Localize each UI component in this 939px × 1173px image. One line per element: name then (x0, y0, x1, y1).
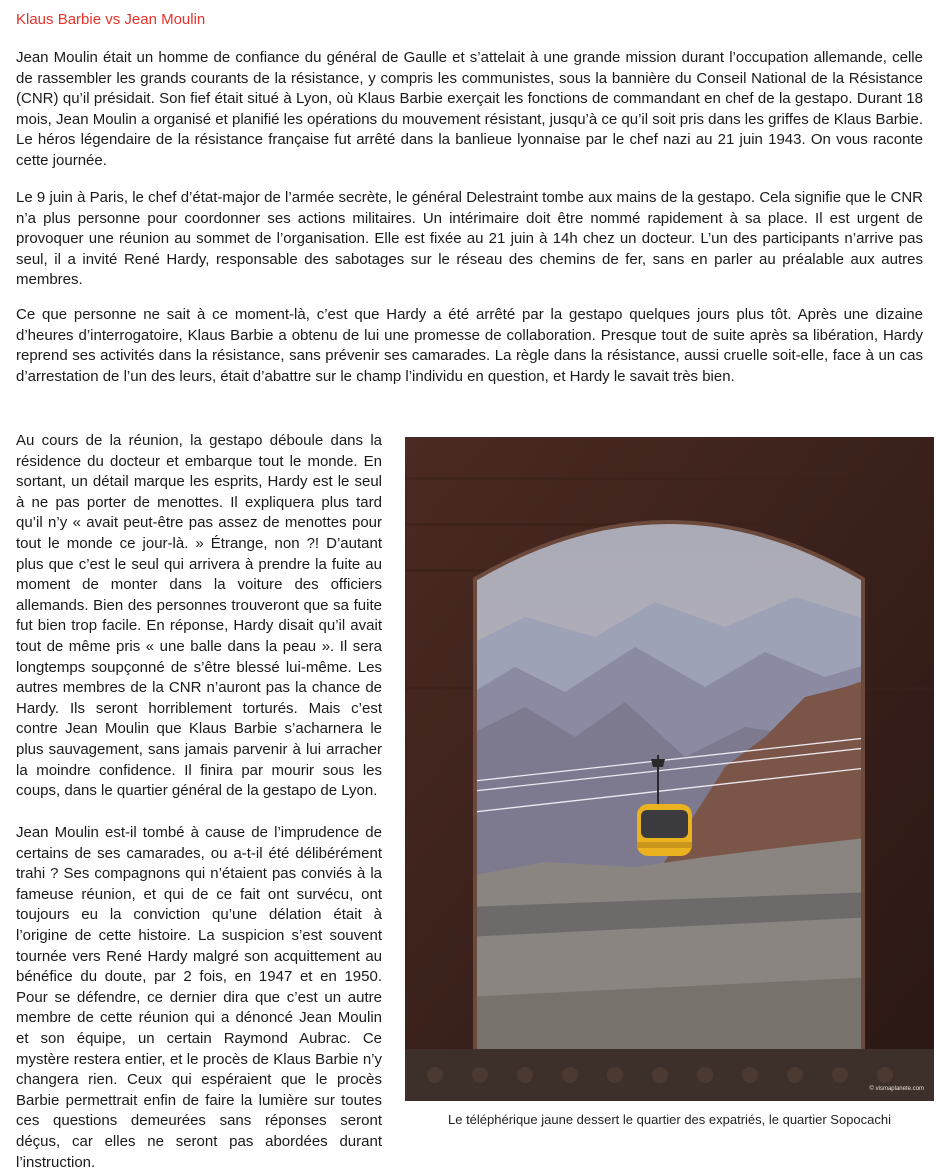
intro-paragraph: Jean Moulin était un homme de confiance du général de Gaulle et s’attelait à une grande mission durant l’occupation allemande, celle de rassembler les grands courants de la résistance, y compris les communistes, sous la bannière du Conseil National de la Résistance (CNR) qu’il présidait. Son fief était situé à Lyon, où Klaus Barbie exerçait les fonctions de commandant en chef de la gestapo. Durant 18 mois, Jean Moulin a organisé et planifié les opérations du mouvement résistant, jusqu’à ce qu’il soit pris dans les griffes de Klaus Barbie. Le héros légendaire de la résistance française fut arrêté dans la banlieue lyonnaise par le chef nazi au 21 juin 1943. On vous raconte cette journée. (16, 49, 923, 169)
photo-credit: © vismaplanete.com (869, 1086, 924, 1092)
article-title: Klaus Barbie vs Jean Moulin (16, 11, 206, 28)
body-paragraph-3: Ce que personne ne sait à ce moment-là, c’est que Hardy a été arrêté par la gestapo quelques jours plus tôt. Après une dizaine d’heures d’interrogatoire, Klaus Barbie a obtenu de lui une promesse de collaboration. Presque tout de suite après sa libération, Hardy reprend ses activités dans la résistance, sans prévenir ses camarades. La règle dans la résistance, aussi cruelle soit-elle, face à un cas d’arrestation de l’un des leurs, était d’abattre sur le champ l’individu en question, et Hardy le savait très bien. (16, 306, 923, 385)
column-paragraph-2: Jean Moulin est-il tombé à cause de l’imprudence de certains de ses camarades, ou a-t-il été délibérément trahi ? Ses compagnons qui n’étaient pas conviés à la fameuse réunion, et qui de ce fait ont survécu, ont toujours eu la conviction qu’une délation était à l’origine de cette histoire. La suspicion s’est souvent tournée vers René Hardy malgré son acquittement au bénéfice du doute, par 2 fois, en 1947 et en 1950. Pour se défendre, ce dernier dira que c’est un autre membre de cette réunion qui a dénoncé Jean Moulin et son équipe, un certain Raymond Aubrac. Ce mystère restera entier, et le procès de Klaus Barbie n’y changera rien. Ceux qui espéraient que le procès Barbie permettrait enfin de faire la lumière sur toutes ces questions demeurées sans réponses seront déçus, car elles ne seront pas abordées durant l’instruction. (16, 824, 382, 1171)
photo-caption: Le téléphérique jaune dessert le quartier des expatriés, le quartier Sopocachi (448, 1112, 891, 1127)
body-paragraph-2: Le 9 juin à Paris, le chef d’état-major de l’armée secrète, le général Delestraint tombe aux mains de la gestapo. Cela signifie que le CNR n’a plus personne pour coordonner ses actions militaires. Un intérimaire doit être nommé rapidement à sa place. Il est urgent de provoquer une réunion au sommet de l’organisation. Elle est fixée au 21 juin à 14h chez un docteur. L’un des participants n’arrive pas seul, il a invité René Hardy, responsable des sabotages sur le réseau des chemins de fer, sans en parler au préalable aux autres membres. (16, 189, 923, 289)
column-paragraph-1: Au cours de la réunion, la gestapo déboule dans la résidence du docteur et embarque tout le monde. En sortant, un détail marque les esprits, Hardy est le seul à ne pas porter de menottes. Il expliquera plus tard qu’il n’y « avait peut-être pas assez de menottes pour tout le monde ce jour-là. » Étrange, non ?! D’autant plus que c’est le seul qui arrivera à prendre la fuite au moment de monter dans la voiture des officiers allemands. Bien des personnes trouveront que sa fuite fut bien trop facile. En réponse, Hardy disait qu’il avait tout de même pris « une balle dans la peau ». Il sera longtemps soupçonné de s’être blessé lui-même. Les autres membres de la CNR n’auront pas la chance de Hardy. Ils seront horriblement torturés. Mais c’est contre Jean Moulin que Klaus Barbie s’acharnera le plus sauvagement, sans jamais parvenir à lui arracher la moindre confidence. Il finira par mourir sous les coups, dans le quartier général de la gestapo de Lyon. (16, 432, 382, 800)
cable-car-photo (405, 437, 934, 1101)
